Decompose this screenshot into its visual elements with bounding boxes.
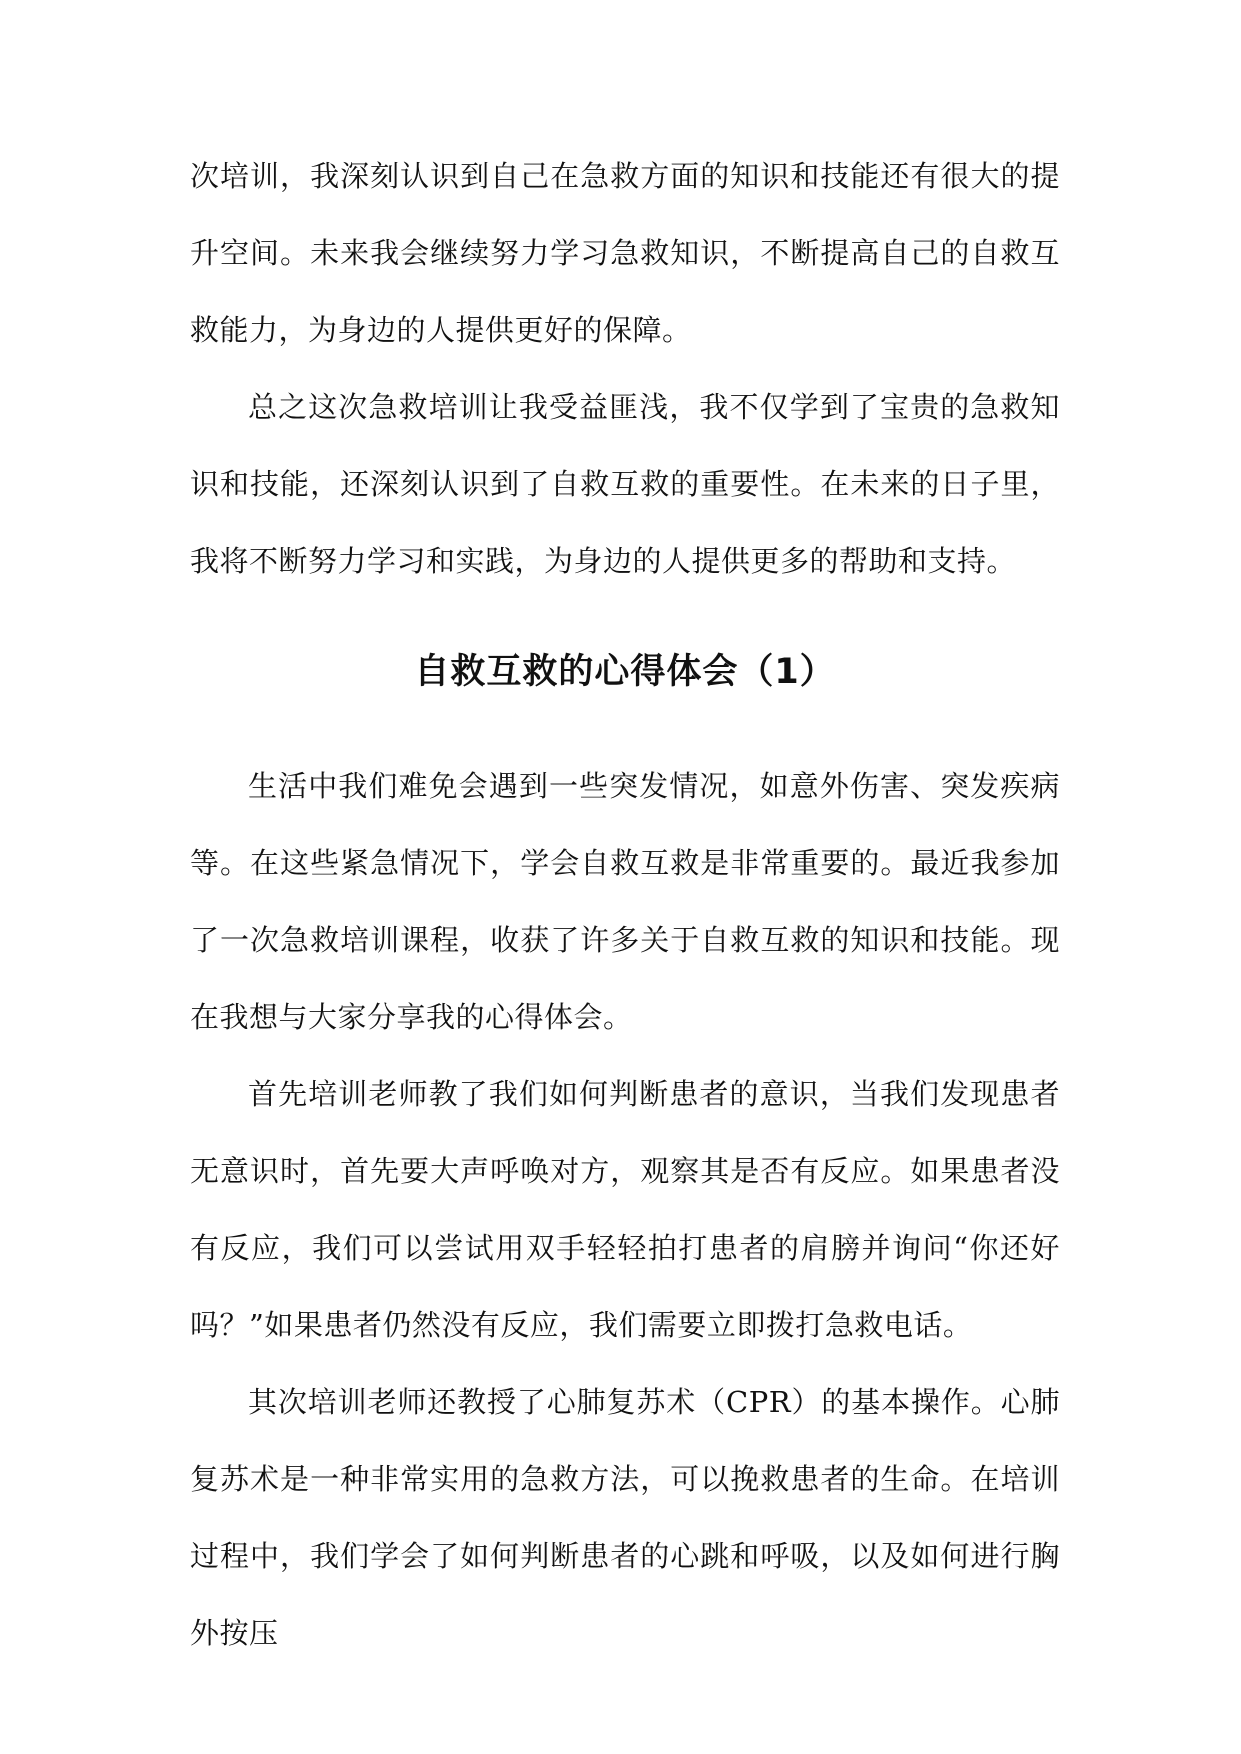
- paragraph-cpr: 其次培训老师还教授了心肺复苏术（CPR）的基本操作。心肺复苏术是一种非常实用的急救方法，可以挽救患者的生命。在培训过程中，我们学会了如何判断患者的心跳和呼吸，以及如何进行胸外按压: [190, 1385, 1060, 1650]
- paragraph-intro: 生活中我们难免会遇到一些突发情况，如意外伤害、突发疾病等。在这些紧急情况下，学会自救互救是非常重要的。最近我参加了一次急救培训课程，收获了许多关于自救互救的知识和技能。现在我想与大家分享我的心得体会。: [190, 769, 1060, 1034]
- paragraph-consciousness: 首先培训老师教了我们如何判断患者的意识，当我们发现患者无意识时，首先要大声呼唤对方，观察其是否有反应。如果患者没有反应，我们可以尝试用双手轻轻拍打患者的肩膀并询问“你还好吗？”如果患者仍然没有反应，我们需要立即拨打急救电话。: [190, 1077, 1060, 1342]
- document-body: [190, 138, 1060, 1672]
- section-title: 自救互救的心得体会（1）: [414, 652, 836, 692]
- paragraph-conclusion: 总之这次急救培训让我受益匪浅，我不仅学到了宝贵的急救知识和技能，还深刻认识到了自救互救的重要性。在未来的日子里，我将不断努力学习和实践，为身边的人提供更多的帮助和支持。: [190, 390, 1060, 578]
- paragraph-continued: 次培训，我深刻认识到自己在急救方面的知识和技能还有很大的提升空间。未来我会继续努力学习急救知识，不断提高自己的自救互救能力，为身边的人提供更好的保障。: [190, 159, 1060, 347]
